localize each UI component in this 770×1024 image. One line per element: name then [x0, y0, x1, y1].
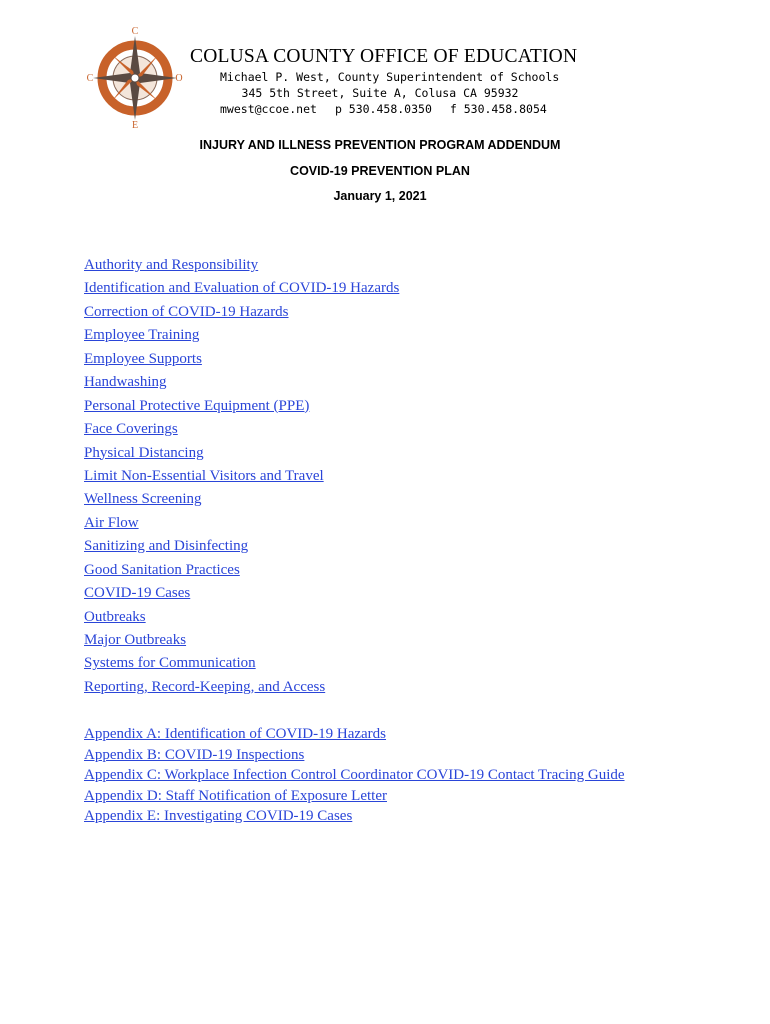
toc-link[interactable]: COVID-19 Cases — [84, 585, 191, 602]
program-title: INJURY AND ILLNESS PREVENTION PROGRAM ADDENDUM — [199, 138, 561, 152]
toc-link[interactable]: Reporting, Record-Keeping, and Access — [84, 678, 326, 695]
toc-link[interactable]: Employee Training — [84, 327, 200, 344]
table-of-contents — [84, 256, 399, 701]
toc-link[interactable]: Identification and Evaluation of COVID-19 Hazards — [84, 280, 400, 297]
toc-link[interactable]: Physical Distancing — [84, 444, 204, 461]
compass-logo — [86, 26, 184, 130]
fax: f 530.458.8054 — [449, 102, 547, 116]
toc-link[interactable]: Major Outbreaks — [84, 632, 187, 648]
plan-date: January 1, 2021 — [333, 189, 427, 203]
toc-link[interactable]: Air Flow — [84, 514, 139, 531]
appendix-link[interactable]: Appendix E: Investigating COVID-19 Cases — [84, 808, 353, 824]
toc-link[interactable]: Sanitizing and Disinfecting — [84, 538, 249, 555]
phone: p 530.458.0350 — [334, 102, 432, 116]
appendix-list — [84, 725, 625, 828]
appendix-link[interactable]: Appendix A: Identification of COVID-19 Hazards — [84, 726, 387, 742]
address-line: 345 5th Street, Suite A, Colusa CA 95932 — [241, 86, 519, 100]
email: mwest@ccoe.net — [220, 102, 317, 116]
logo-letter-c-left: C — [86, 73, 94, 84]
toc-link[interactable]: Correction of COVID-19 Hazards — [84, 303, 289, 320]
toc-link[interactable]: Employee Supports — [84, 350, 202, 367]
toc-link[interactable]: Face Coverings — [84, 421, 178, 438]
appendix-link[interactable]: Appendix B: COVID-19 Inspections — [84, 746, 305, 763]
logo-letter-c-top: C — [131, 26, 139, 37]
appendix-link[interactable]: Appendix D: Staff Notification of Exposure Letter — [84, 787, 387, 804]
toc-link[interactable]: Authority and Responsibility — [84, 257, 259, 273]
logo-letter-e-bottom: E — [131, 120, 139, 130]
plan-title: COVID-19 PREVENTION PLAN — [290, 164, 470, 178]
toc-link[interactable]: Personal Protective Equipment (PPE) — [84, 397, 310, 414]
toc-link[interactable]: Outbreaks — [84, 608, 146, 625]
toc-link[interactable]: Wellness Screening — [84, 491, 202, 508]
contact-line — [220, 102, 547, 116]
appendix-link[interactable]: Appendix C: Workplace Infection Control Coordinator COVID-19 Contact Tracing Guide — [84, 767, 625, 783]
logo-letter-o-right: O — [175, 73, 183, 84]
org-name: COLUSA COUNTY OFFICE OF EDUCATION — [190, 46, 578, 67]
toc-link[interactable]: Good Sanitation Practices — [84, 561, 240, 578]
toc-link[interactable]: Handwashing — [84, 374, 167, 391]
toc-link[interactable]: Limit Non-Essential Visitors and Travel — [84, 467, 324, 484]
toc-link[interactable]: Systems for Communication — [84, 655, 256, 672]
superintendent-line: Michael P. West, County Superintendent of Schools — [220, 70, 560, 84]
